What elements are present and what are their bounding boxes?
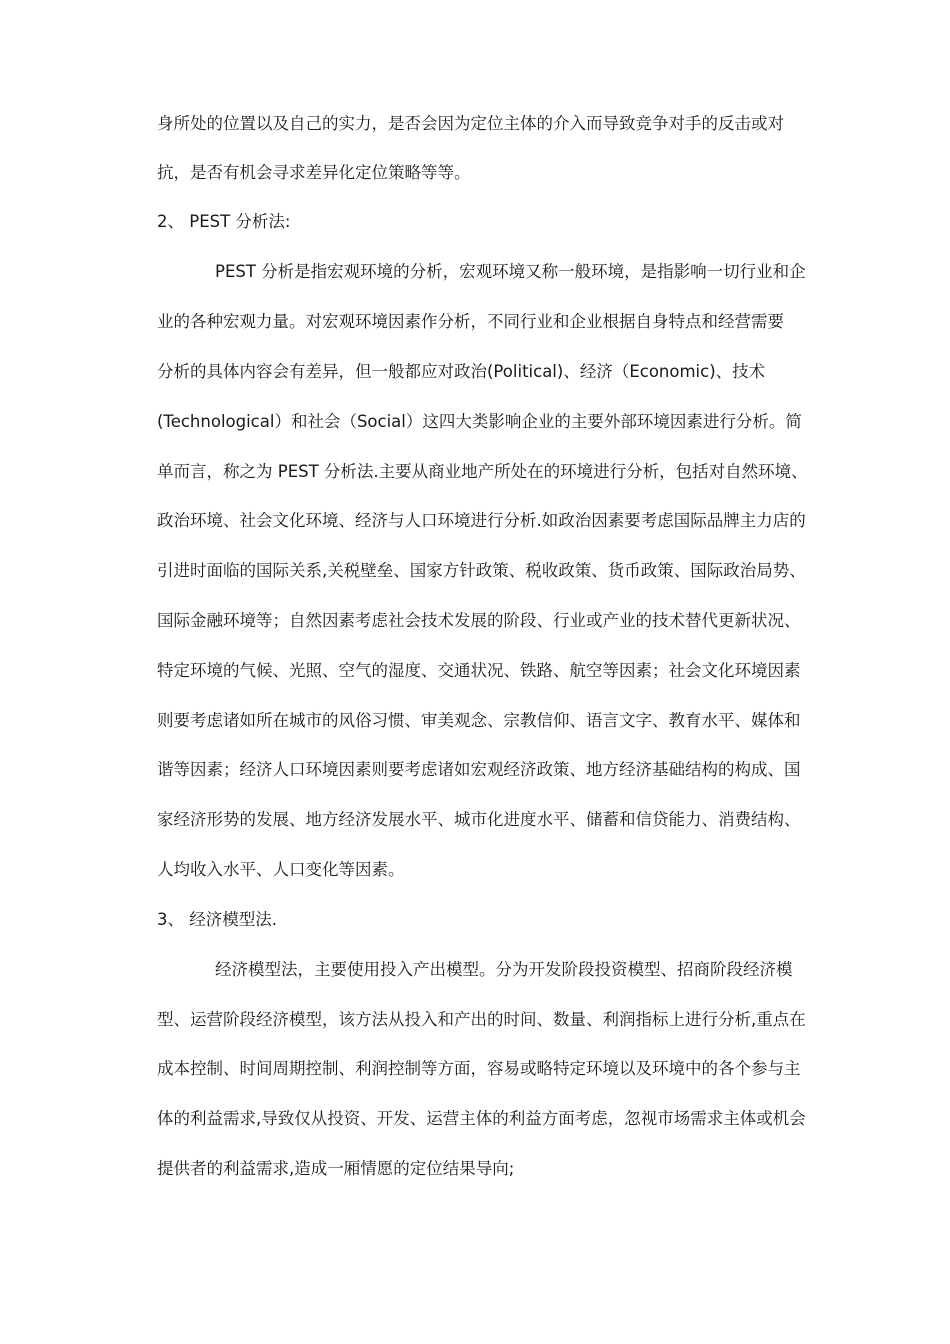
- section-heading: 3、 经济模型法.: [157, 910, 277, 929]
- text-line: 身所处的位置以及自己的实力，是否会因为定位主体的介入而导致竞争对手的反击或对: [157, 114, 784, 133]
- text-line: 成本控制、时间周期控制、利润控制等方面，容易或略特定环境以及环境中的各个参与主: [157, 1059, 801, 1078]
- text-line: 提供者的利益需求,造成一厢情愿的定位结果导向;: [157, 1159, 515, 1178]
- text-line: 家经济形势的发展、地方经济发展水平、城市化进度水平、储蓄和信贷能力、消费结构、: [157, 810, 801, 829]
- text-line: 则要考虑诸如所在城市的风俗习惯、审美观念、宗教信仰、语言文字、教育水平、媒体和: [157, 711, 801, 730]
- text-line: 人均收入水平、人口变化等因素。: [157, 860, 405, 879]
- text-line: 分析的具体内容会有差异，但一般都应对政治(Political)、经济（Economic)、技术: [157, 362, 766, 381]
- text-line: 业的各种宏观力量。对宏观环境因素作分析，不同行业和企业根据自身特点和经营需要: [157, 312, 784, 331]
- section-heading: 2、 PEST 分析法:: [157, 212, 291, 231]
- text-line: 国际金融环境等；自然因素考虑社会技术发展的阶段、行业或产业的技术替代更新状况、: [157, 611, 801, 630]
- text-line: 引进时面临的国际关系,关税壁垒、国家方针政策、税收政策、货币政策、国际政治局势、: [157, 561, 806, 580]
- text-line: (Technological）和社会（Social）这四大类影响企业的主要外部环境因素进行分析。简: [157, 412, 802, 431]
- text-line: 特定环境的气候、光照、空气的湿度、交通状况、铁路、航空等因素；社会文化环境因素: [157, 661, 801, 680]
- text-line: 政治环境、社会文化环境、经济与人口环境进行分析.如政治因素要考虑国际品牌主力店的: [157, 511, 806, 530]
- paragraph-first-line: PEST 分析是指宏观环境的分析，宏观环境又称一般环境，是指影响一切行业和企: [215, 262, 806, 281]
- text-line: 谐等因素；经济人口环境因素则要考虑诸如宏观经济政策、地方经济基础结构的构成、国: [157, 760, 801, 779]
- text-line: 单而言，称之为 PEST 分析法.主要从商业地产所处在的环境进行分析，包括对自然环境、: [157, 462, 808, 481]
- text-line: 型、运营阶段经济模型，该方法从投入和产出的时间、数量、利润指标上进行分析,重点在: [157, 1010, 806, 1029]
- text-line: 体的利益需求,导致仅从投资、开发、运营主体的利益方面考虑，忽视市场需求主体或机会: [157, 1109, 806, 1128]
- text-line: 抗，是否有机会寻求差异化定位策略等等。: [157, 163, 471, 182]
- paragraph-first-line: 经济模型法，主要使用投入产出模型。分为开发阶段投资模型、招商阶段经济模: [215, 960, 793, 979]
